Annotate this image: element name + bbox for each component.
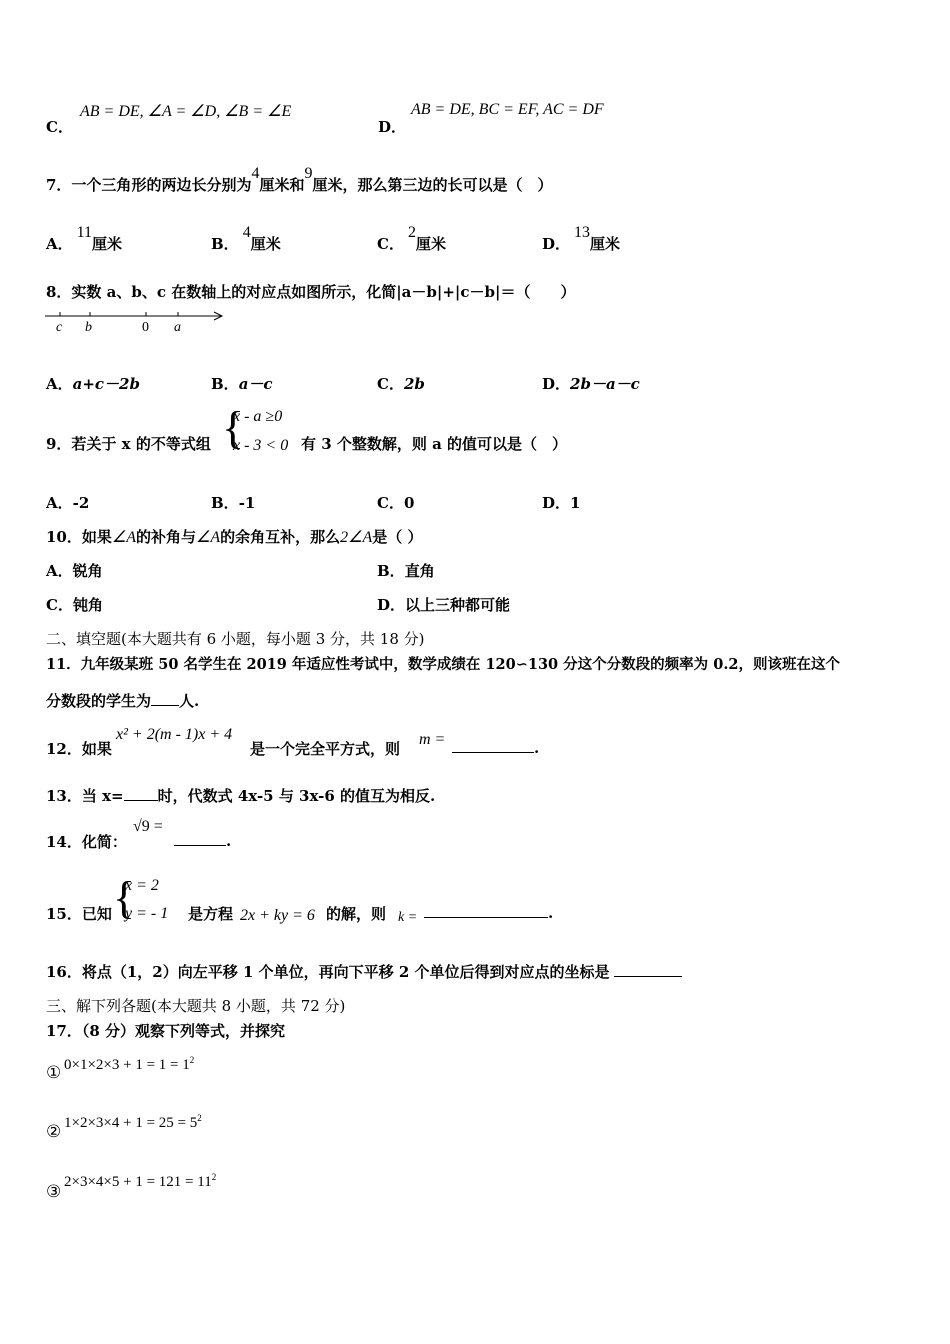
q10-option-c: C．钝角 xyxy=(46,596,103,614)
q9-post: 有 3 个整数解，则 a 的值可以是（ ） xyxy=(301,435,568,453)
q12-mid: 是一个完全平方式，则 xyxy=(250,740,401,758)
q8-option-b: B．a－c xyxy=(211,375,273,393)
q9-pre: 9．若关于 x 的不等式组 xyxy=(46,435,211,453)
q8-option-a: A．a+c－2b xyxy=(46,375,140,393)
q11-blank xyxy=(151,691,179,706)
q11-line2: 分数段的学生为 人. xyxy=(46,692,200,710)
q9-option-a: A．-2 xyxy=(46,494,90,512)
q9-ineq2: x - 3 < 0 xyxy=(233,437,289,454)
q15-mid2: 的解，则 xyxy=(326,905,387,923)
q7-stem: 7．一个三角形的两边长分别为4厘米和9厘米，那么第三边的长可以是（ ） xyxy=(46,165,553,194)
q11-line1: 11．九年级某班 50 名学生在 2019 年适应性考试中，数学成绩在 120∽130 分这个分数段的频率为 0.2，则该班在这个 xyxy=(46,656,840,673)
label-0: 0 xyxy=(142,320,149,335)
section-3-heading: 三、解下列各题(本大题共 8 小题，共 72 分) xyxy=(46,997,346,1015)
q15-mid: 是方程 xyxy=(188,905,234,923)
q12-answer: . xyxy=(452,738,539,757)
q15-answer: . xyxy=(424,903,553,922)
q8-option-c: C．2b xyxy=(377,375,425,393)
q15-brace: { xyxy=(113,872,136,923)
q12-blank xyxy=(452,738,534,753)
q15-eq1: x = 2 xyxy=(125,877,159,894)
q7-option-b: B．4厘米 xyxy=(211,224,281,253)
q7-option-c: C．2厘米 xyxy=(377,224,446,253)
q17-eq2: $1\times 2\times 3\times 4 + 1 = 25 = 5^2$ xyxy=(64,1113,202,1131)
q15-pre: 15．已知 xyxy=(46,905,112,923)
q7-option-a: A．11厘米 xyxy=(46,224,123,253)
label-c: c xyxy=(56,320,63,335)
q9-option-d: D．1 xyxy=(542,494,581,512)
q10-option-d: D．以上三种都可能 xyxy=(377,596,511,614)
q17-stem: 17．（8 分）观察下列等式，并探究 xyxy=(46,1022,286,1040)
q8-option-d: D．2b－a－c xyxy=(542,375,640,393)
q10-option-a: A．锐角 xyxy=(46,562,103,580)
q16-stem: 16．将点（1，2）向左平移 1 个单位，再向下平移 2 个单位后得到对应点的坐标是 xyxy=(46,961,682,982)
q12-var: m = xyxy=(419,731,446,748)
q15-eq2: y = - 1 xyxy=(125,905,169,922)
q9-brace: { xyxy=(222,402,245,453)
q6-option-d-label: D． xyxy=(378,118,407,136)
number-line xyxy=(40,306,230,336)
label-a: a xyxy=(174,320,181,335)
section-2-heading: 二、填空题(本大题共有 6 小题，每小题 3 分，共 18 分) xyxy=(46,630,425,648)
q10-option-b: B．直角 xyxy=(377,562,435,580)
q14-blank xyxy=(174,831,226,846)
q12-pre: 12．如果 xyxy=(46,740,112,758)
q6-option-c-label: C． xyxy=(46,118,73,136)
label-b: b xyxy=(85,320,92,335)
q14-answer: . xyxy=(174,831,231,850)
q17-eq1: $0\times 1\times 2\times 3 + 1 = 1 = 1^2$ xyxy=(64,1055,195,1073)
q17-eq1-mark: ① xyxy=(46,1063,62,1082)
q15-var: k = xyxy=(398,910,418,925)
q12-expr: x² + 2(m - 1)x + 4 xyxy=(116,726,233,743)
q6-option-d-math: AB = DE, BC = EF, AC = DF xyxy=(411,101,604,118)
q13-stem: 13．当 x= 时，代数式 4x-5 与 3x-6 的值互为相反. xyxy=(46,787,436,805)
q9-ineq1: x - a ≥0 xyxy=(233,408,283,425)
q9-option-b: B．-1 xyxy=(211,494,256,512)
q15-blank xyxy=(424,903,548,918)
q14-expr: √9 = xyxy=(133,818,163,835)
q14-pre: 14．化简： xyxy=(46,833,127,851)
q9-option-c: C．0 xyxy=(377,494,415,512)
q8-stem: 8．实数 a、b、c 在数轴上的对应点如图所示，化简|a－b|+|c－b|＝（ ） xyxy=(46,283,576,301)
q15-eq: 2x + ky = 6 xyxy=(240,907,315,924)
q7-option-d: D．13厘米 xyxy=(542,224,621,253)
q17-eq3: $2\times 3\times 4\times 5 + 1 = 121 = 11^2$ xyxy=(64,1172,217,1190)
q16-blank xyxy=(614,962,682,977)
q17-eq3-mark: ③ xyxy=(46,1182,62,1201)
q17-eq2-mark: ② xyxy=(46,1122,62,1141)
q10-stem: 10．如果∠A的补角与∠A的余角互补，那么2∠A是（ ） xyxy=(46,528,423,546)
q13-blank xyxy=(124,786,158,801)
q6-option-c-math: AB = DE, ∠A = ∠D, ∠B = ∠E xyxy=(80,103,292,120)
